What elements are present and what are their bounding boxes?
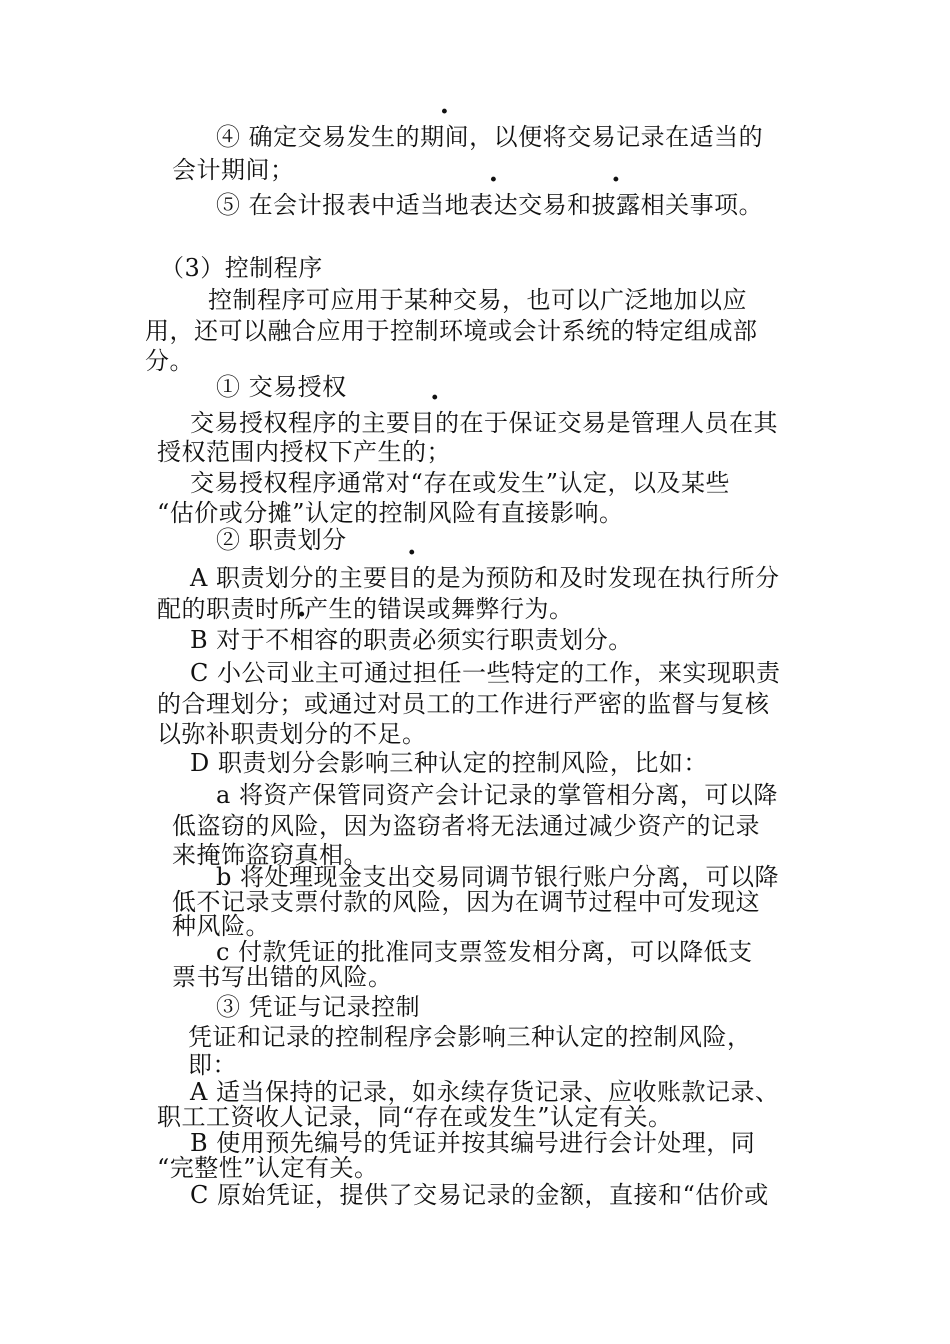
auth-para-2-line-2: “估价或分摊”认定的控制风险有直接影响。: [157, 499, 624, 527]
voucher-intro-line-1: 凭证和记录的控制程序会影响三种认定的控制风险，: [188, 1023, 752, 1051]
duty-d-a-line-1: a 将资产保管同资产会计记录的掌管相分离，可以降: [216, 781, 778, 809]
voucher-b-line-1: B 使用预先编号的凭证并按其编号进行会计处理，同: [190, 1129, 756, 1157]
duty-a-text: A 职责划分的主要: [190, 564, 388, 592]
emphasis-purpose: 目的: [410, 409, 460, 437]
auth-text-end: 在于保证交易是管理人员在其: [459, 409, 778, 437]
item-5-text: ⑤ 在会计报表中适当地: [216, 191, 470, 219]
duty-b-text-end: 的职责必须实行职责划分。: [338, 626, 633, 654]
intro-line-3: 分。: [145, 347, 194, 375]
duty-d-a-line-3: 来掩饰盗窃真相。: [172, 841, 368, 869]
emphasis-purpose-2: 目的: [387, 564, 437, 592]
duty-c-line-2: 的合理划分；或通过对员工的工作进行严密的监督与复核: [157, 690, 770, 718]
auth-text: 交易授权程序的主要: [190, 409, 411, 437]
subheading-transaction-authorization: ① 交易授权: [216, 373, 347, 401]
subheading-segregation-of-duties: ② 职责划分: [216, 526, 347, 554]
item-4-text: ④ 确定交易发生的: [216, 123, 421, 151]
voucher-intro-line-2: 即：: [188, 1051, 237, 1079]
duty-a-cont: 配的职责时所产生的错误或舞弊行为。: [157, 595, 574, 623]
emphasis-express: 表达: [469, 191, 519, 219]
duty-b-line: [190, 625, 633, 655]
intro-line-2: 用，还可以融合应用于控制环境或会计系统的特定组成部: [145, 317, 758, 345]
duty-d-c-line-1: c 付款凭证的批准同支票签发相分离，可以降低支: [216, 938, 753, 966]
intro-line-1: 控制程序可应用于某种交易，也可以广泛地加以应: [208, 286, 747, 314]
voucher-a-line-1: A 适当保持的记录，如永续存货记录、应收账款记录、: [190, 1078, 780, 1106]
item-5-text-end: 相关事项。: [640, 191, 764, 219]
duty-a-text-end: 是为预防和及时发现在执行所分: [436, 564, 780, 592]
duty-c-line-3: 以弥补职责划分的不足。: [157, 720, 427, 748]
duty-d-b-line-3: 种风险。: [172, 912, 270, 940]
duty-d-a-line-2: 低盗窃的风险，因为盗窃者将无法通过减少资产的记录: [172, 812, 760, 840]
item-4-line: [216, 122, 763, 152]
duty-a-line: [190, 563, 779, 593]
emphasis-period: 期间: [420, 123, 470, 151]
emphasis-incompatible: 不相容: [265, 626, 339, 654]
voucher-c-line-1: C 原始凭证，提供了交易记录的金额，直接和“估价或: [190, 1181, 769, 1209]
duty-b-text: B 对于: [190, 626, 266, 654]
auth-para-1: [190, 408, 778, 438]
voucher-a-line-2: 职工工资收人记录，同“存在或发生”认定有关。: [157, 1103, 673, 1131]
voucher-b-line-2: “完整性”认定有关。: [157, 1154, 379, 1182]
section-heading-control-procedures: （3）控制程序: [160, 254, 323, 282]
item-4-continued: 会计期间；: [172, 156, 295, 184]
subheading-voucher-record-control: ③ 凭证与记录控制: [216, 993, 421, 1021]
item-4-text-end: ，以便将交易记录在适当的: [469, 123, 764, 151]
duty-d-c-line-2: 票书写出错的风险。: [172, 963, 393, 991]
duty-d-b-line-2: 低不记录支票付款的风险，因为在调节过程中可发现这: [172, 888, 760, 916]
duty-d-line: D 职责划分会影响三种认定的控制风险，比如：: [190, 749, 708, 777]
duty-c-line-1: C 小公司业主可通过担任一些特定的工作，来实现职责: [190, 659, 781, 687]
item-5-text-mid: 交易和: [518, 191, 592, 219]
auth-para-2-line-1: 交易授权程序通常对“存在或发生”认定，以及某些: [190, 469, 731, 497]
duty-d-b-line-1: b 将处理现金支出交易同调节银行账户分离，可以降: [216, 863, 779, 891]
emphasis-disclose: 披露: [591, 191, 641, 219]
auth-para-1-cont: 授权范围内授权下产生的；: [157, 438, 451, 466]
item-5-line: [216, 190, 763, 220]
